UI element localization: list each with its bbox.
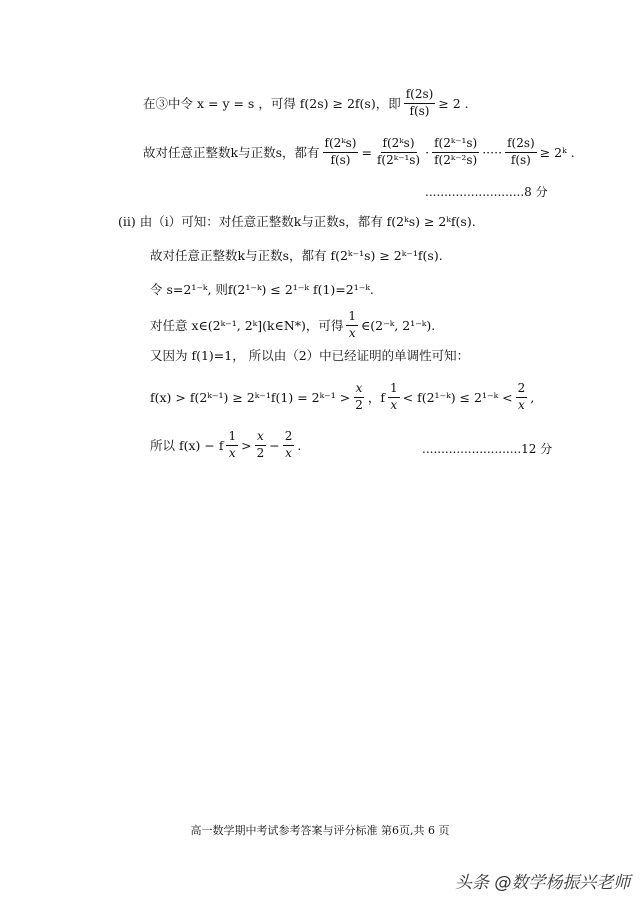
score-8: ..........................8 分 (425, 185, 548, 199)
line-text: 故对任意正整数k与正数s，都有 (143, 145, 320, 161)
proof-line-8: 又因为 f(1)=1， 所以由（2）中已经证明的单调性可知： (150, 348, 470, 363)
proof-line-ii: (ii) 由（i）可知：对任意正整数k与正数s，都有 f(2ᵏs) ≥ 2ᵏf(s). (118, 214, 476, 229)
fraction: $\frac{1}{x}$ (348, 309, 357, 340)
fraction: $\frac{\text{f(2ᵏs)}}{f(s)}$ (324, 136, 357, 167)
fraction: $\frac{x}{2}$ (355, 381, 363, 412)
proof-line-2: 故对任意正整数k与正数s，都有 $\frac{\text{f(2ᵏs)}}{f(s)}$ = $\frac{\text{f(2ᵏs)}}{\text{f(2ᵏ⁻¹s)}}$ · $\frac{\text{f(2ᵏ⁻¹s)}}{\text{f(2ᵏ⁻²s)}}$ ····· $\frac{f(2s)}{f(s)}$ ≥ 2ᵏ . (143, 136, 575, 167)
fraction: $\frac{2}{x}$ (284, 429, 293, 460)
line-text-tail: ≥ 2ᵏ . (539, 144, 575, 160)
proof-line-9: f(x) > f(2ᵏ⁻¹) ≥ 2ᵏ⁻¹f(1) = 2ᵏ⁻¹ > $\frac{x}{2}$ ，f $\frac{1}{x}$ < f(2¹⁻ᵏ) ≤ 2¹⁻ᵏ < $\frac{2}{x}$ , (150, 381, 535, 412)
fraction: $\frac{\text{f(2ᵏs)}}{\text{f(2ᵏ⁻¹s)}}$ (376, 136, 421, 167)
line-text: 在③中令 x = y = s ，可得 f(2s) ≥ 2f(s)，即 (143, 96, 401, 112)
watermark: 头条 @数学杨振兴老师 (455, 873, 631, 893)
page-footer: 高一数学期中考试参考答案与评分标准 第6页,共 6 页 (190, 824, 450, 837)
fraction: $\frac{\text{f(2ᵏ⁻¹s)}}{\text{f(2ᵏ⁻²s)}}$ (434, 136, 478, 167)
fraction: $\frac{1}{x}$ (228, 429, 237, 460)
proof-line-10: 所以 f(x) − f $\frac{1}{x}$ > $\frac{x}{2}$ − $\frac{2}{x}$ . (150, 429, 302, 460)
fraction: $\frac{x}{2}$ (256, 429, 265, 460)
fraction: $\frac{f(2s)}{f(s)}$ (405, 87, 434, 118)
proof-line-1 (143, 88, 469, 119)
proof-line-6: 令 s=2¹⁻ᵏ, 则f(2¹⁻ᵏ) ≤ 2¹⁻ᵏ f(1)=2¹⁻ᵏ. (150, 282, 374, 297)
score-12: ..........................12 分 (422, 442, 553, 456)
fraction: $\frac{1}{x}$ (390, 381, 398, 412)
fraction: $\frac{2}{x}$ (517, 381, 526, 412)
line-text-tail: ≥ 2 . (438, 95, 469, 111)
proof-line-5: 故对任意正整数k与正数s，都有 f(2ᵏ⁻¹s) ≥ 2ᵏ⁻¹f(s). (150, 248, 443, 263)
fraction: $\frac{f(2s)}{f(s)}$ (507, 136, 535, 167)
proof-line-7: 对任意 x∈(2ᵏ⁻¹, 2ᵏ](k∈N*)，可得 $\frac{1}{x}$ ∈(2⁻ᵏ, 2¹⁻ᵏ). (150, 309, 436, 340)
